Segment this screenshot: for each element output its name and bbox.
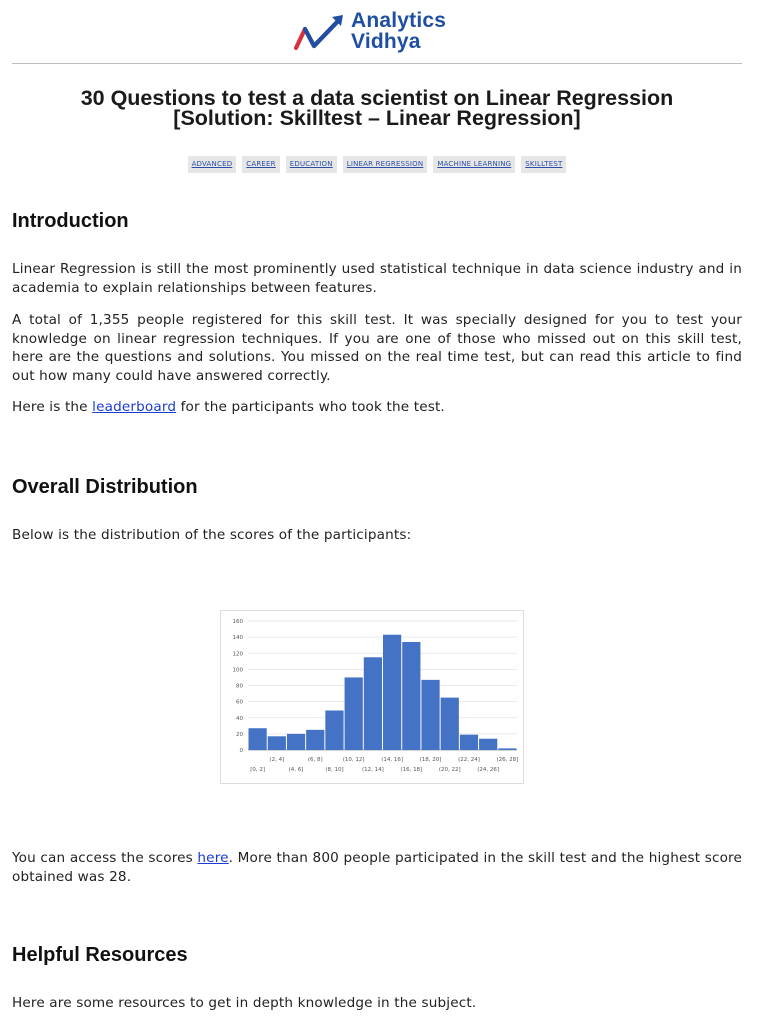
score-distribution-chart [220, 610, 524, 784]
x-tick-label-5: (10, 12] [342, 757, 365, 763]
bar-3 [306, 730, 324, 750]
bar-4 [325, 710, 343, 750]
tag-skilltest[interactable]: SKILLTEST [521, 156, 566, 173]
bar-2 [287, 734, 305, 750]
chart-canvas [221, 611, 523, 783]
tag-advanced[interactable]: ADVANCED [188, 156, 237, 173]
y-tick-label-3: 60 [236, 699, 243, 706]
leaderboard-paragraph [12, 398, 742, 417]
bar-10 [441, 698, 459, 750]
tag-education[interactable]: EDUCATION [286, 156, 337, 173]
helpful-resources-heading: Helpful Resources [12, 944, 188, 966]
y-tick-label-6: 120 [232, 651, 243, 658]
intro-paragraph-1: Linear Regression is still the most prominently used statistical technique in data science industry and in academia to explain relationships between features. [12, 261, 742, 296]
scores-paragraph [12, 849, 742, 886]
scores-text-after: . More than 800 people participated in the skill test and the highest score obtained was 28. [12, 850, 742, 885]
bar-7 [383, 635, 401, 750]
y-tick-label-7: 140 [232, 635, 243, 642]
distribution-intro: Below is the distribution of the scores of the participants: [12, 527, 412, 543]
introduction-heading: Introduction [12, 210, 129, 232]
bar-13 [498, 748, 516, 750]
title-line1: 30 Questions to test a data scientist on Linear Regression [80, 86, 674, 110]
header-divider [12, 63, 742, 64]
x-tick-label-9: (18, 20] [419, 757, 442, 763]
leaderboard-link[interactable]: leaderboard [92, 399, 177, 415]
bar-1 [268, 736, 286, 750]
y-tick-label-2: 40 [236, 715, 243, 722]
bar-5 [345, 677, 363, 750]
bar-8 [402, 642, 420, 750]
x-tick-label-3: (6, 8] [307, 757, 323, 763]
y-tick-label-4: 80 [236, 683, 243, 690]
intro-paragraph-2: A total of 1,355 people registered for this skill test. It was specially designed for you to test your knowledge on linear regression techniques. If you are one of those who missed out on this skill test, here are the questions and solutions. You missed on the real time test, but can read this article to find out how many could have answered correctly. [12, 312, 742, 384]
bar-6 [364, 657, 382, 750]
x-tick-label-7: (14, 16] [381, 757, 404, 763]
x-tick-label-2: (4, 6] [288, 767, 304, 773]
overall-distribution-heading: Overall Distribution [12, 476, 198, 498]
tag-list [12, 156, 742, 173]
scores-link[interactable]: here [197, 850, 229, 866]
leaderboard-text-after: for the participants who took the test. [176, 399, 445, 415]
logo-line1: Analytics [351, 9, 447, 32]
tag-machine-learning[interactable]: MACHINE LEARNING [433, 156, 515, 173]
resources-intro: Here are some resources to get in depth knowledge in the subject. [12, 995, 477, 1011]
x-tick-label-13: (26, 28] [496, 757, 519, 763]
x-tick-label-10: (20, 22] [438, 767, 461, 773]
x-tick-label-6: (12, 14] [361, 767, 384, 773]
scores-text-before: You can access the scores [12, 850, 198, 866]
logo-line2: Vidhya [351, 30, 421, 53]
tag-linear-regression[interactable]: LINEAR REGRESSION [343, 156, 428, 173]
y-tick-label-1: 20 [236, 731, 243, 738]
x-tick-label-1: (2, 4] [269, 757, 285, 763]
bar-11 [460, 735, 478, 750]
bar-12 [479, 739, 497, 750]
x-tick-label-4: (8, 10] [325, 767, 344, 773]
site-logo[interactable] [292, 10, 467, 56]
title-line2: [Solution: Skilltest – Linear Regression] [173, 106, 581, 130]
y-tick-label-8: 160 [232, 619, 243, 625]
y-tick-label-0: 0 [239, 748, 243, 754]
logo-text [351, 10, 446, 52]
logo-trend-icon [292, 14, 352, 56]
article-title [12, 88, 742, 128]
x-tick-label-0: [0, 2] [250, 767, 266, 773]
x-tick-label-8: (16, 18] [400, 767, 423, 773]
y-tick-label-5: 100 [232, 667, 243, 674]
x-tick-label-12: (24, 26] [477, 767, 500, 773]
bar-0 [249, 728, 267, 750]
tag-career[interactable]: CAREER [242, 156, 279, 173]
leaderboard-text-before: Here is the [12, 399, 93, 415]
bar-9 [421, 680, 439, 750]
x-tick-label-11: (22, 24] [458, 757, 480, 763]
